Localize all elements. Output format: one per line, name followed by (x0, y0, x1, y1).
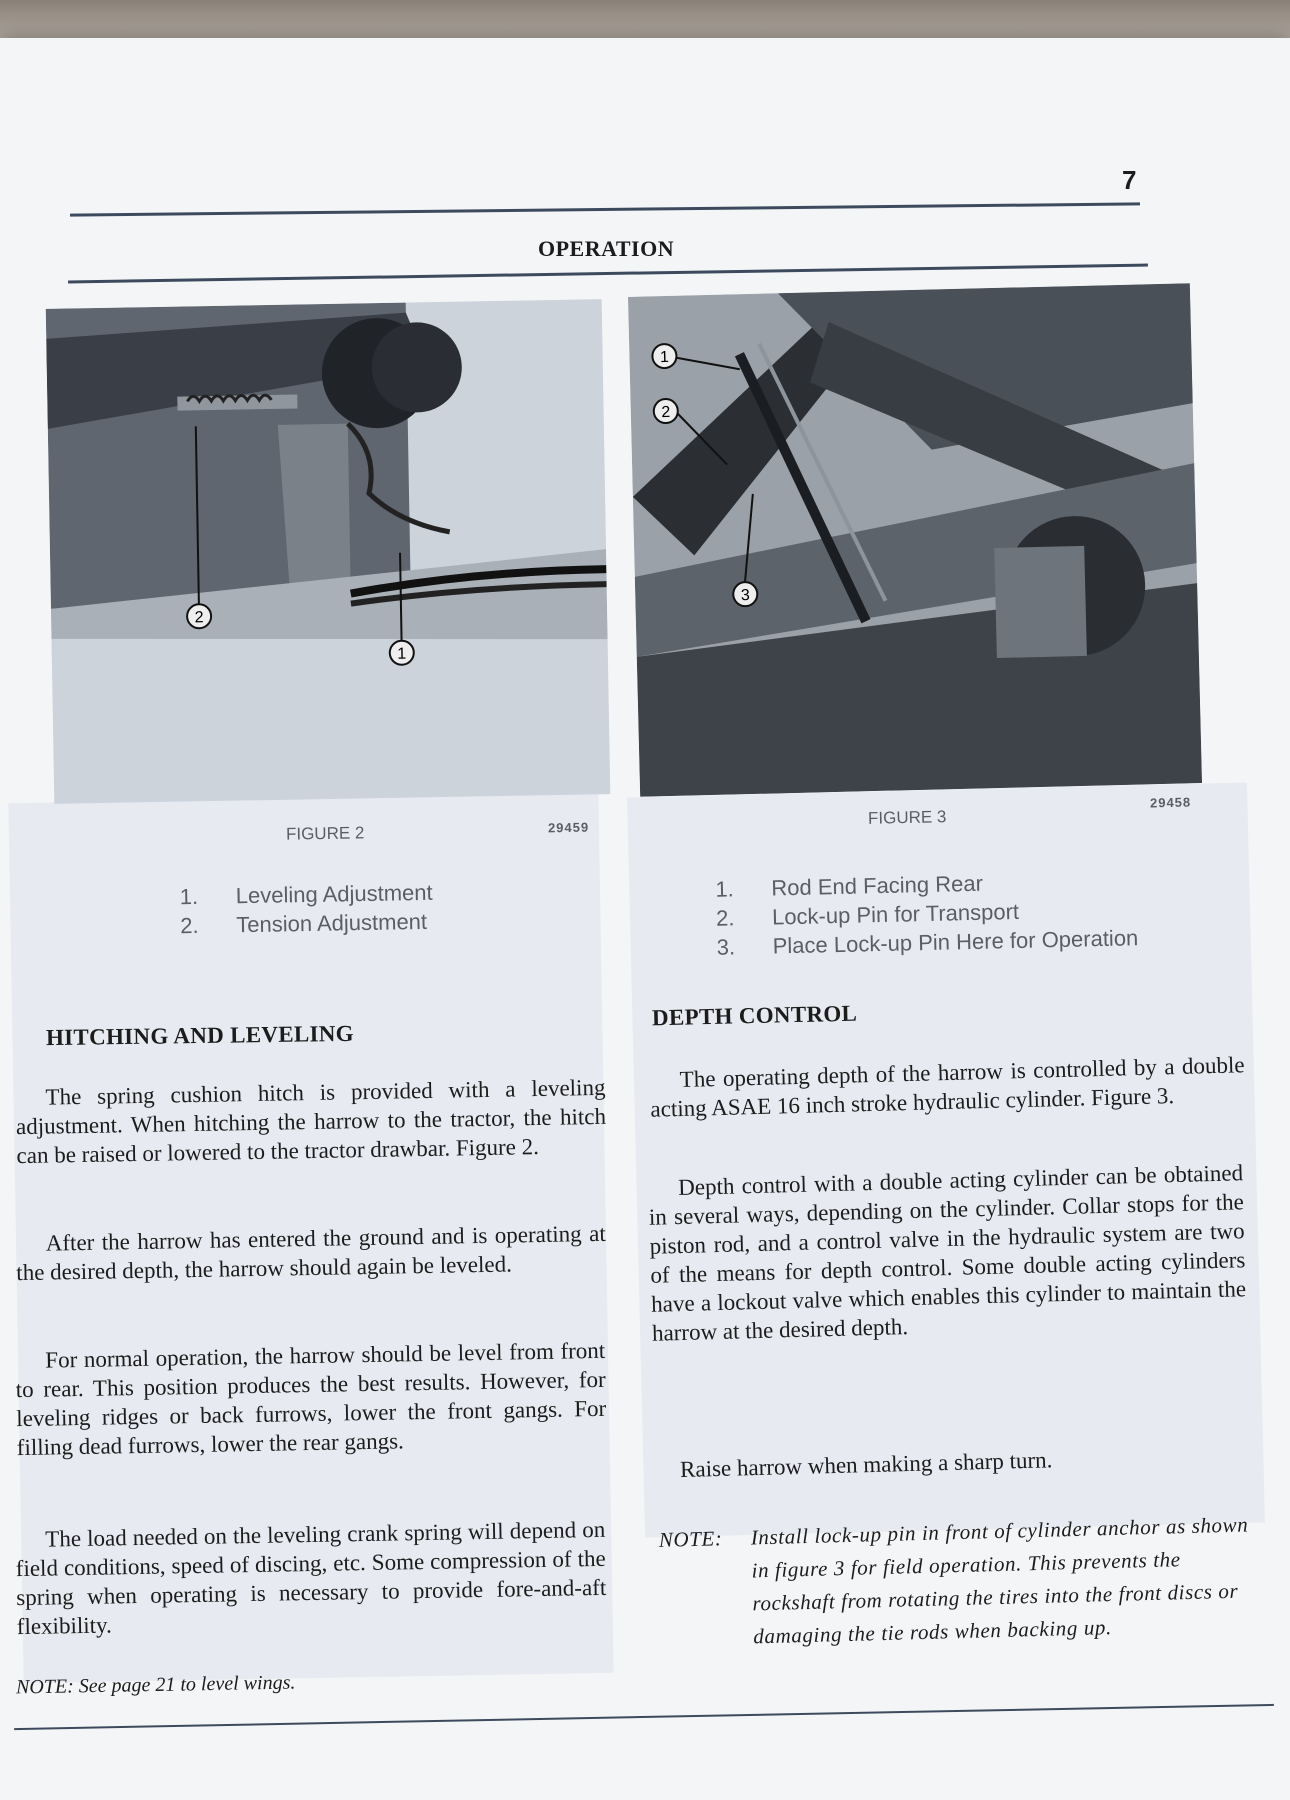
hitching-paragraph: For normal operation, the harrow should be level from front to rear. This position produces the best results. However, for leveling ridges or back furrows, lower the front gangs. For filling dead furrows, lower the rear gangs. (15, 1337, 607, 1461)
hitching-paragraph: The load needed on the leveling crank spring will depend on field conditions, speed of discing, etc. Some compression of the spring when operating is necessary to provide fore-and-aft flexibility. (15, 1516, 607, 1640)
depth-control-note (658, 1508, 1261, 1656)
note-text: Install lock-up pin in front of cylinder anchor as shown in figure 3 for field operation. This prevents the rockshaft from rotating the tires into the front discs or damaging the tie rods when backing up. (750, 1512, 1249, 1649)
legend-item: 2. Tension Adjustment (180, 908, 428, 939)
depth-control-heading: DEPTH CONTROL (651, 1000, 858, 1031)
section-title: OPERATION (538, 236, 675, 261)
depth-control-photo-image (628, 283, 1202, 797)
footer-rule (14, 1704, 1274, 1730)
figure-2-number: 29459 (547, 819, 590, 836)
depth-control-paragraph: Depth control with a double acting cylinder can be obtained in several ways, depending on the cylinder. Collar stops for the piston rod, and a control valve in the hydraulic system are two of the means for depth control. Some double acting cylinders have a lockout valve which enables this cylinder to maintain the harrow at the desired depth. (648, 1160, 1247, 1346)
fig3-callout-1: 1 (659, 348, 670, 367)
manual-page (0, 38, 1290, 1800)
legend-item: 3. Place Lock-up Pin Here for Operation (716, 925, 1139, 960)
fig2-callout-2: 2 (194, 609, 204, 627)
fig3-callout-3: 3 (740, 587, 750, 605)
fig2-callout-1: 1 (397, 645, 407, 663)
legend-item: 1. Leveling Adjustment (179, 879, 433, 910)
header-rule-bottom (68, 264, 1148, 284)
hitching-paragraph: After the harrow has entered the ground and is operating at the desired depth, the harrow should again be leveled. (16, 1220, 606, 1286)
figure-2-caption: FIGURE 2 (285, 823, 365, 844)
page-number: 7 (1122, 165, 1137, 195)
depth-control-paragraph: The operating depth of the harrow is controlled by a double acting ASAE 16 inch stroke hydraulic cylinder. Figure 3. (650, 1052, 1245, 1122)
figure-3-number: 29458 (1149, 794, 1192, 811)
hitching-heading: HITCHING AND LEVELING (45, 1020, 355, 1051)
hitch-photo-image (46, 299, 611, 804)
note-label: NOTE: (658, 1526, 723, 1552)
legend-item: 1. Rod End Facing Rear (715, 870, 984, 902)
legend-item: 2. Lock-up Pin for Transport (715, 898, 1020, 931)
figure-3-caption: FIGURE 3 (867, 807, 947, 828)
depth-control-paragraph: Raise harrow when making a sharp turn. (679, 1447, 1053, 1482)
header-rule-top (70, 202, 1140, 216)
fig3-callout-2: 2 (661, 403, 671, 422)
figure-2-photo (46, 299, 611, 804)
figure-3-photo (628, 283, 1202, 797)
hitching-paragraph: The spring cushion hitch is provided with a leveling adjustment. When hitching the harrow to the tractor, the hitch can be raised or lowered to the tractor drawbar. Figure 2. (15, 1074, 607, 1169)
hitching-note: NOTE: See page 21 to level wings. (15, 1671, 296, 1699)
